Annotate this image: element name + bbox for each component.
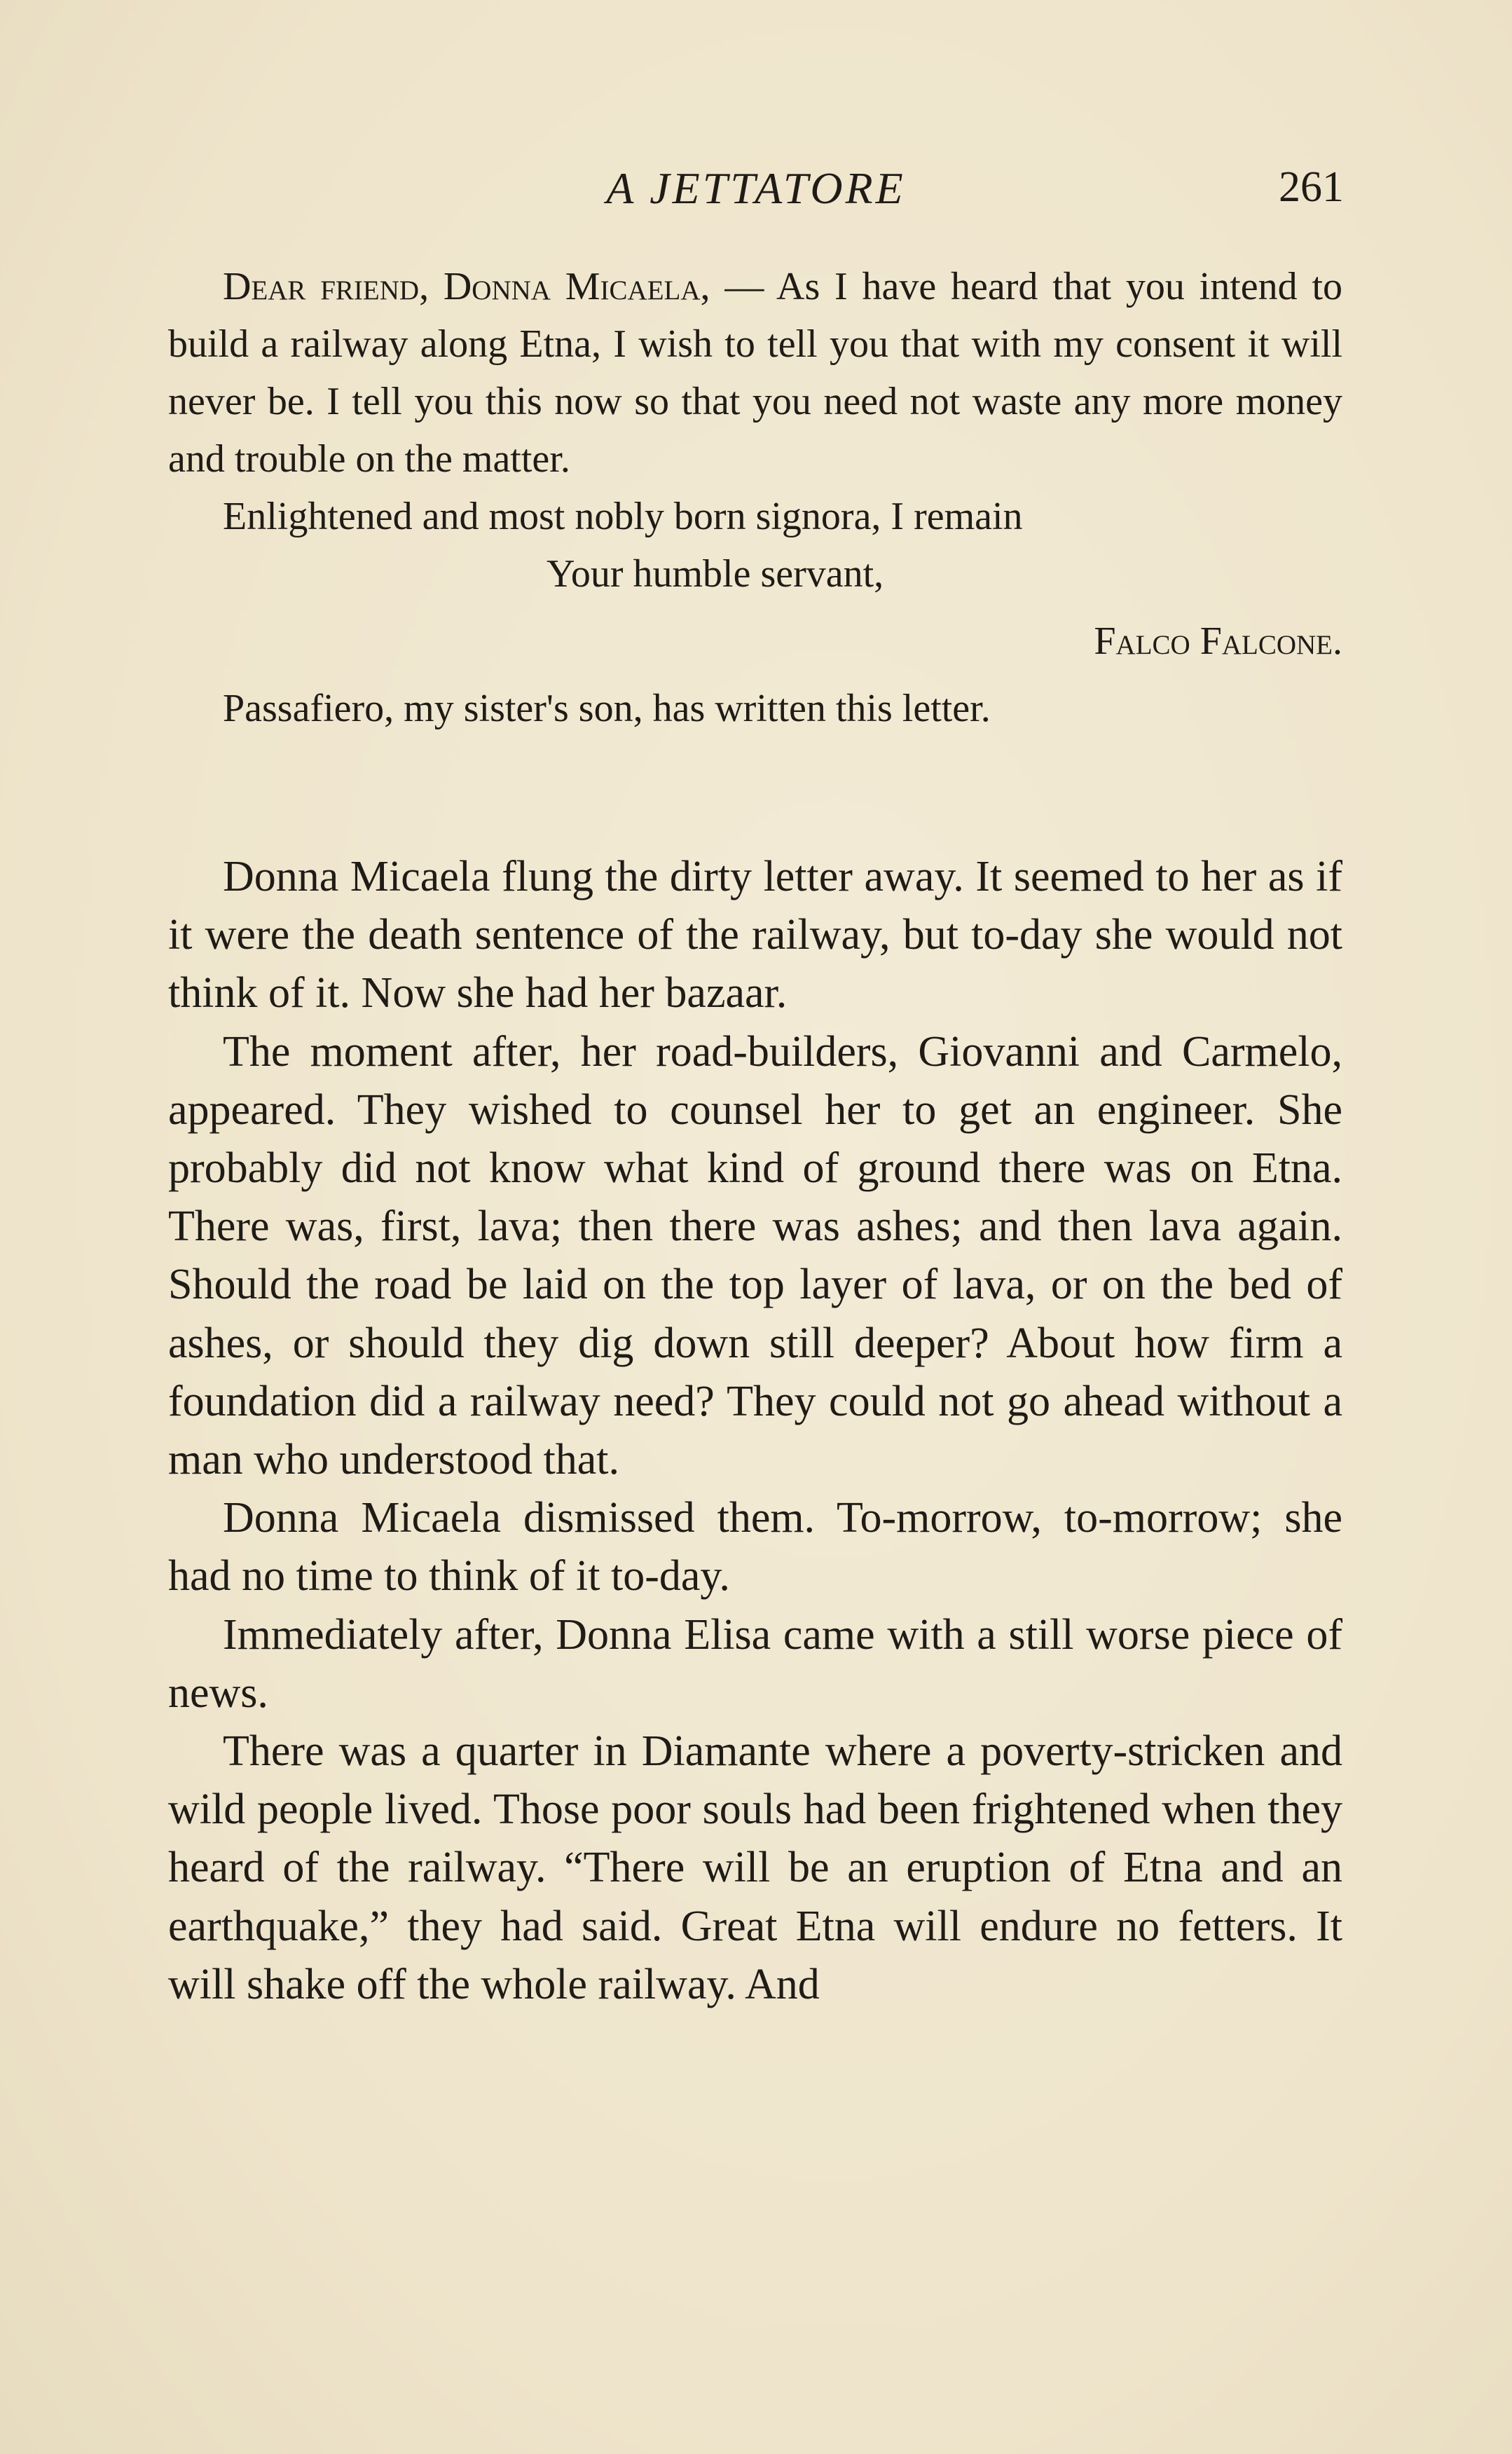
running-head: A JETTATORE	[606, 163, 906, 213]
letter-closing: Enlightened and most nobly born signora, I remain	[223, 495, 1023, 538]
paragraph: Donna Micaela flung the dirty letter away. It seemed to her as if it were the death sentence of the railway, but to-day she would not think of it. Now she had her bazaar.	[168, 853, 1342, 1017]
letter-postscript: Passafiero, my sister's son, has written this letter.	[223, 687, 991, 730]
paragraph: The moment after, her road-builders, Giovanni and Carmelo, appeared. They wished to counsel her to get an engineer. She probably did not know what kind of ground there was on Etna. There was, first, lava; then there was ashes; and then lava again. Should the road be laid on the top layer of lava, or on the bed of ashes, or should they dig down still deeper? About how firm a foundation did a railway need? They could not go ahead without a man who understood that.	[168, 1027, 1342, 1484]
paragraph: There was a quarter in Diamante where a poverty-stricken and wild people lived. Those poor souls had been frightened when they heard of the railway. “There will be an eruption of Etna and an earthquake,” they had said. Great Etna will endure no fetters. It will shake off the whole railway. And	[168, 1727, 1342, 2008]
page-number: 261	[1279, 163, 1344, 211]
quoted-letter	[168, 258, 1342, 737]
letter-signature: Falco Falcone.	[1094, 619, 1342, 663]
body-text	[168, 848, 1342, 2014]
page-header	[168, 163, 1344, 226]
letter-servant-line: Your humble servant,	[547, 552, 884, 596]
paragraph: Immediately after, Donna Elisa came with a still worse piece of news.	[168, 1610, 1342, 1717]
paragraph: Donna Micaela dismissed them. To-morrow, to-morrow; she had no time to think of it to-day.	[168, 1494, 1342, 1600]
letter-salutation: Dear friend, Donna Micaela,	[223, 265, 710, 308]
letter-body: — As I have heard that you intend to build a railway along Etna, I wish to tell you that with my consent it will never be. I tell you this now so that you need not waste any more money and trouble on the matter.	[168, 265, 1342, 481]
letter-body-paragraph	[168, 258, 1342, 488]
